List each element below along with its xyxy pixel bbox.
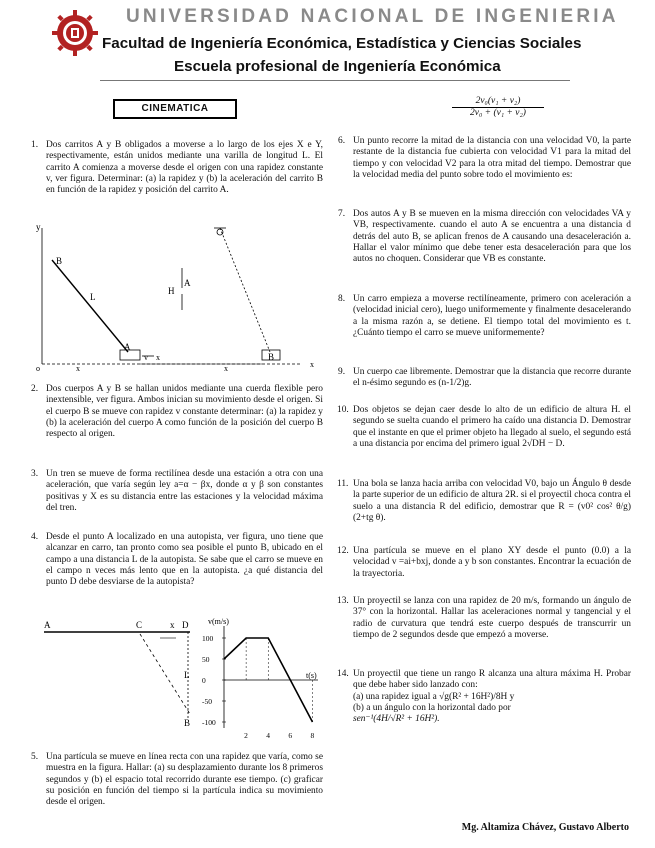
problem-text: Un proyectil se lanza con una rapidez de 20 m/s, formando un ángulo de 37° con la horizontal. Hallar las aceleraciones normal y tangencial y el radio de curvatura que tendrá este cuerpo después de transcurrir un tiempo de 2 segundos desde que empezó a moverse. — [353, 596, 631, 640]
chart-y-label: v(m/s) — [208, 617, 229, 626]
label-x-axis: x — [76, 364, 80, 372]
problem-number: 1. — [31, 140, 39, 150]
label-a-mid: A — [184, 278, 191, 288]
label-origin: o — [36, 364, 40, 372]
problem-number: 12. — [337, 546, 349, 556]
problem-number: 4. — [31, 532, 39, 542]
chart-y-tick-label: 100 — [202, 634, 214, 643]
problem-text: Un carro empieza a moverse rectilíneamente, primero con aceleración a (velocidad inicial cero), luego uniformemente y finalmente desacelerando a la misma razón a, se detiene. El tiempo total del movimiento es t. ¿Cuánto tiempo el carro se mueve uniformemente? — [353, 294, 631, 338]
problem-text: Dos objetos se dejan caer desde lo alto de un edificio de altura H. el segundo se suelta cuando el primero ha caído una distancia D. Demostrar que el instante en que el primer objeto ha llegado al suelo, el segundo está a una distancia por encima del primero igual 2√DH − D. — [353, 405, 631, 449]
problem-text: Una bola se lanza hacia arriba con velocidad V0, bajo un Ángulo θ desde la parte superior de un edificio de altura 2R. si el proyectil choca contra el suelo a una distancia R del edificio, demostrar que R = (v0² cos² θ/g) (2+tg θ). — [353, 479, 631, 523]
problem-11 — [337, 479, 631, 524]
chart-x-label: t(s) — [306, 671, 317, 680]
problem-text: Un proyectil que tiene un rango R alcanza una altura máxima H. Probar que debe haber sido lanzado con: — [353, 669, 631, 691]
problem-2 — [31, 384, 323, 440]
faculty-name: Facultad de Ingeniería Económica, Estadística y Ciencias Sociales — [102, 35, 582, 52]
rod-line — [52, 260, 128, 352]
figure-4-highway — [40, 618, 210, 738]
university-name: UNIVERSIDAD NACIONAL DE INGENIERIA — [126, 6, 619, 27]
problem-number: 3. — [31, 469, 39, 479]
label-b: B — [56, 256, 63, 266]
label-x: x — [170, 620, 175, 630]
problem-12 — [337, 546, 631, 580]
formula-denominator: 2v₀ + (v₁ + v₂) — [470, 108, 526, 118]
problem-text: Dos carritos A y B obligados a moverse a lo largo de los ejes X e Y, respectivamente, están unidos mediante una varilla de longitud L. El carrito A comienza a moverse desde el origen con una rapidez constante v, ver figura. Determinar: (a) la rapidez y (b) la aceleración del carrito B en función de la rapidez y posición del carrito A. — [46, 140, 323, 196]
formula-numerator: 2v₀(v₁ + v₂) — [452, 96, 544, 108]
author-name: Mg. Altamiza Chávez, Gustavo Alberto — [461, 822, 629, 833]
problem-number: 10. — [337, 405, 349, 415]
label-c: C — [136, 620, 143, 630]
problem-5 — [31, 752, 323, 808]
problem-text: Una partícula se mueve en el plano XY desde el punto (0.0) a la velocidad v =ai+bxj, donde a y b son constantes. Encontrar la ecuación de la trayectoria. — [353, 546, 631, 579]
problem-number: 8. — [338, 294, 346, 304]
problem-number: 2. — [31, 384, 39, 394]
label-x-mid: x — [224, 364, 228, 372]
university-logo — [52, 8, 98, 58]
problem-6 — [338, 136, 631, 181]
university-seal-gear-icon — [52, 8, 98, 58]
label-l: L — [184, 670, 190, 680]
chart-y-tick-label: -100 — [202, 718, 216, 727]
label-b: B — [184, 718, 191, 728]
mean-velocity-formula — [452, 96, 544, 118]
problem-text: Dos cuerpos A y B se hallan unidos mediante una cuerda flexible pero inextensible, ver figura. Ambos inician su movimiento desde el origen. Si el cuerpo B se mueve con rapidez v constante determinar: (a) la rapidez y (b) la aceleración del cuerpo A como función de la posición del cuerpo B respecto al origen. — [46, 384, 323, 440]
pulley — [217, 229, 223, 235]
school-name: Escuela profesional de Ingeniería Económica — [174, 58, 501, 75]
problem-number: 6. — [338, 136, 346, 146]
problem-number: 5. — [31, 752, 39, 762]
chart-y-tick-label: -50 — [202, 697, 212, 706]
label-y: y — [36, 222, 41, 232]
problem-14-part-a: (a) una rapidez igual a √g(R² + 16H²)/8H y — [353, 691, 515, 702]
problem-9 — [338, 367, 631, 390]
chart-x-tick-label: 4 — [266, 731, 270, 740]
label-d: D — [182, 620, 189, 630]
label-b-bottom: B — [268, 352, 275, 362]
problem-7 — [338, 209, 631, 265]
problem-1 — [31, 140, 323, 196]
label-x-arrow: x — [156, 353, 160, 362]
problem-number: 9. — [338, 367, 346, 377]
problem-10 — [337, 405, 631, 450]
rope-dashed — [220, 228, 270, 352]
label-l: L — [90, 292, 96, 302]
chart-y-tick-label: 50 — [202, 655, 210, 664]
label-a: A — [124, 342, 131, 352]
problem-13 — [337, 596, 631, 641]
velocity-time-chart — [200, 616, 330, 742]
chart-x-tick-label: 2 — [244, 731, 248, 740]
problem-number: 7. — [338, 209, 346, 219]
chart-x-tick-label: 8 — [310, 731, 315, 740]
problem-text: Una partícula se mueve en línea recta con una rapidez que varía, como se muestra en la figura. Hallar: (a) su desplazamiento durante los 8 primeros segundos y (b) el espacio total recorrido durante ese tiempo. (c) graficar su posición en función del tiempo si la partícula indica su movimiento desde el origen. — [46, 752, 323, 808]
label-a: A — [44, 620, 51, 630]
label-v: v — [144, 353, 148, 362]
chart-x-ticks — [244, 731, 314, 740]
problem-text: Dos autos A y B se mueven en la misma dirección con velocidades VA y VB, respectivamente. cuando el auto A se encuentra a una distancia d detrás del auto B, se aplican frenos de A causando una desaceleración a. Hallar el valor mínimo que debe tener esta desaceleración para que los autos no choquen. Considerar que VB es constante. — [353, 209, 631, 265]
problem-3 — [31, 469, 323, 514]
problem-number: 11. — [337, 479, 349, 489]
field-path — [140, 634, 190, 714]
section-title: CINEMATICA — [113, 99, 237, 119]
chart-y-ticks — [202, 634, 226, 727]
header-divider — [100, 80, 570, 81]
problem-8 — [338, 294, 631, 339]
figure-1-cars-rod — [30, 222, 330, 372]
label-x-end: x — [310, 360, 314, 369]
problem-14 — [337, 669, 631, 725]
problem-14-part-b-expression: sen⁻¹(4H/√R² + 16H²). — [353, 714, 440, 725]
problem-text: Un punto recorre la mitad de la distancia con una velocidad V0, la parte restante de la distancia fue cubierta con velocidad V1 para la mitad del tiempo y con velocidad V2 para la otra mitad del tiempo. Demostrar que la velocidad media del punto sobre todo el movimiento es: — [353, 136, 631, 180]
problem-4 — [31, 532, 323, 588]
problem-14-part-b: (b) a un ángulo con la horizontal dado por — [353, 702, 511, 713]
chart-x-tick-label: 6 — [288, 731, 293, 740]
label-h: H — [168, 286, 175, 296]
chart-y-tick-label: 0 — [202, 676, 206, 685]
problem-text: Desde el punto A localizado en una autopista, ver figura, uno tiene que alcanzar en carro, tan pronto como sea posible el punto B, ubicado en el campo a una distancia L de la autopista. Se sabe que el carro se mueve en el campo n veces más lento que en la autopista. ¿a qué distancia del punto D debe desviarse de la autopista? — [46, 532, 323, 588]
problem-text: Un tren se mueve de forma rectilínea desde una estación a otra con una aceleración, que varía según ley a=α − βx, donde α y β son constantes positivas y X es su distancia entre las estaciones y la velocidad máxima del tren. — [46, 469, 323, 513]
problem-number: 14. — [337, 669, 349, 679]
problem-number: 13. — [337, 596, 349, 606]
problem-text: Un cuerpo cae libremente. Demostrar que la distancia que recorre durante el n-ésimo segundo es (n-1/2)g. — [353, 367, 631, 389]
